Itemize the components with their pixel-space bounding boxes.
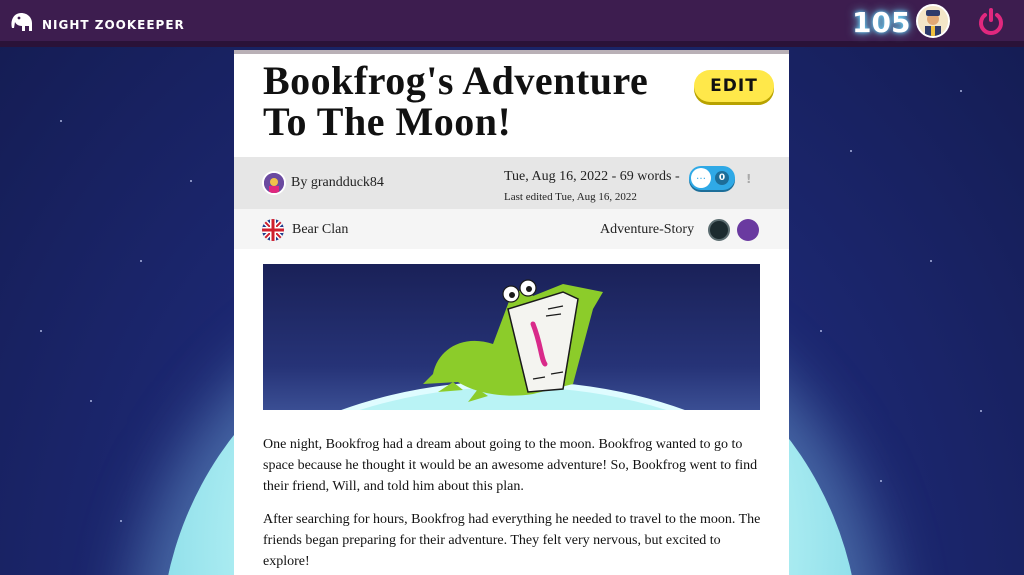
- last-edited: Last edited Tue, Aug 16, 2022: [504, 191, 637, 203]
- story-meta: [234, 157, 789, 209]
- story-illustration: [263, 264, 760, 410]
- clan-name[interactable]: Bear Clan: [292, 222, 349, 237]
- story-genre: Adventure-Story: [600, 222, 695, 237]
- story-paragraph: After searching for hours, Bookfrog had everything he needed to travel to the moon. The friends began preparing for their adventure. They felt very nervous, but excited to explore!: [263, 512, 761, 569]
- comment-count: 0: [715, 171, 729, 185]
- clan-row: [234, 209, 789, 249]
- report-icon[interactable]: !: [746, 172, 752, 186]
- author-name[interactable]: By grandduck84: [291, 175, 384, 190]
- uk-flag-icon: [262, 219, 284, 241]
- score-counter[interactable]: 105: [852, 6, 911, 39]
- story-date-words: Tue, Aug 16, 2022 - 69 words -: [504, 169, 680, 184]
- app-name: NIGHT ZOOKEEPER: [42, 17, 185, 32]
- story-card: [234, 50, 789, 575]
- speech-bubble-icon: …: [691, 168, 711, 188]
- edit-button[interactable]: EDIT: [694, 70, 774, 102]
- comments-button[interactable]: [689, 166, 735, 190]
- story-title: Bookfrog's Adventure To The Moon!: [263, 58, 649, 144]
- top-bar: [0, 0, 1024, 47]
- character-badge-icon[interactable]: [737, 219, 759, 241]
- brand[interactable]: [8, 10, 185, 39]
- compass-badge-icon[interactable]: [708, 219, 730, 241]
- story-body: [263, 434, 763, 575]
- story-paragraph: One night, Bookfrog had a dream about going to the moon. Bookfrog wanted to go to space because he thought it would be an awesome adventure! So, Bookfrog went to find their friend, Will, and told him about this plan.: [263, 437, 758, 494]
- author-avatar[interactable]: [262, 171, 286, 195]
- user-avatar[interactable]: [916, 4, 950, 38]
- power-icon[interactable]: [976, 6, 1006, 36]
- elephant-logo-icon: [8, 10, 34, 39]
